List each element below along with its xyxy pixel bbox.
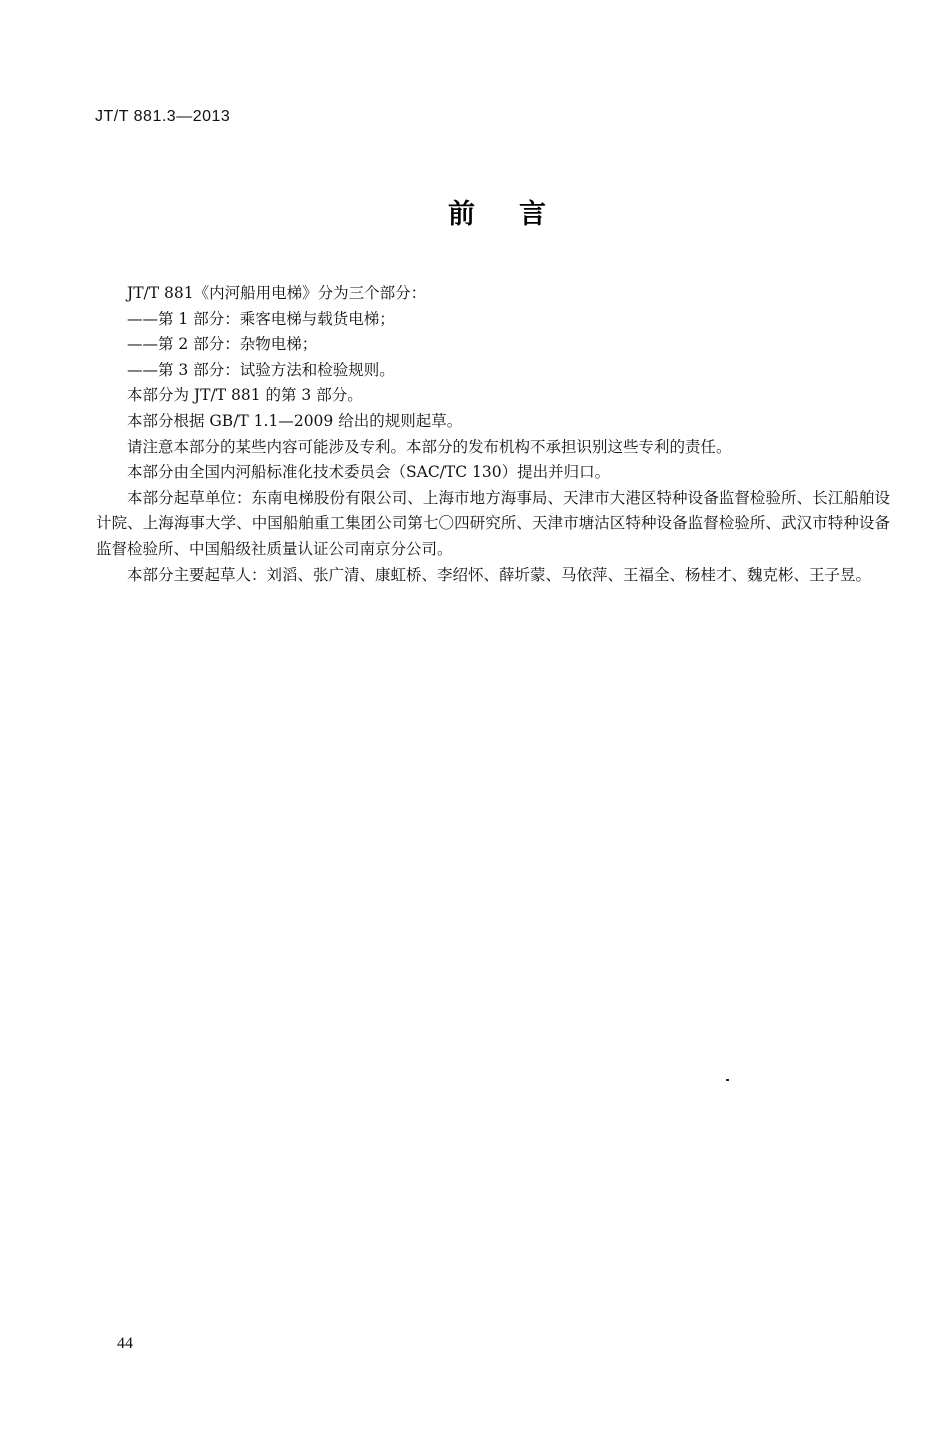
standard-code: JT/T 881.3—2013 [95, 108, 231, 125]
paragraph-proposed-by: 本部分由全国内河船标准化技术委员会（SAC/TC 130）提出并归口。 [127, 463, 611, 482]
paragraph-patent-notice: 请注意本部分的某些内容可能涉及专利。本部分的发布机构不承担识别这些专利的责任。 [127, 437, 732, 456]
paragraph-parts-intro: JT/T 881《内河船用电梯》分为三个部分： [127, 284, 427, 302]
preface-body [96, 281, 890, 588]
paragraph-part-1: ——第 1 部分：乘客电梯与载货电梯； [127, 309, 395, 328]
paragraph-this-part: 本部分为 JT/T 881 的第 3 部分。 [127, 386, 363, 405]
scan-speck [726, 1079, 729, 1081]
paragraph-drafting-rules: 本部分根据 GB/T 1.1—2009 给出的规则起草。 [127, 411, 463, 430]
paragraph-part-3: ——第 3 部分：试验方法和检验规则。 [127, 360, 395, 379]
page-number: 44 [117, 1335, 133, 1352]
page-title: 前言 [448, 199, 590, 230]
paragraph-drafters: 本部分主要起草人：刘滔、张广清、康虹桥、李绍怀、薛圻蒙、马依萍、王福全、杨桂才、魏克彬、王子昱。 [127, 565, 872, 584]
paragraph-drafting-units: 本部分起草单位：东南电梯股份有限公司、上海市地方海事局、天津市大港区特种设备监督检验所、长江船舶设计院、上海海事大学、中国船舶重工集团公司第七〇四研究所、天津市塘沽区特种设备监督检验所、武汉市特种设备监督检验所、中国船级社质量认证公司南京分公司。 [96, 488, 890, 558]
paragraph-part-2: ——第 2 部分：杂物电梯； [127, 335, 318, 354]
